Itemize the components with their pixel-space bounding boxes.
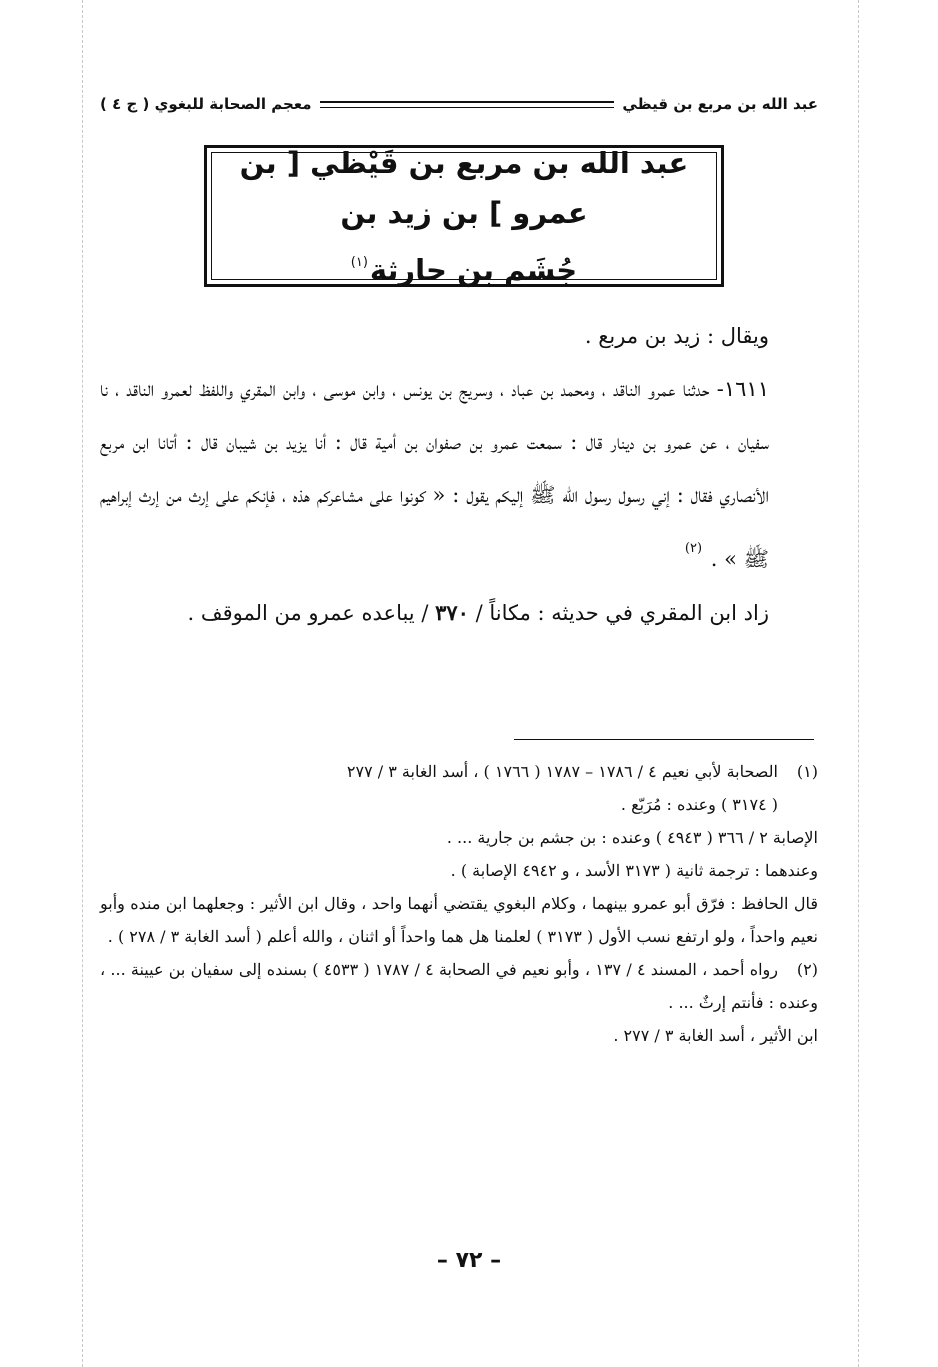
addition-text-a: زاد ابن المقري في حديثه : مكاناً / — [475, 601, 769, 625]
footnotes — [100, 755, 818, 1052]
footnote-2-line-3: ابن الأثير ، أسد الغابة ٣ / ٢٧٧ . — [613, 1026, 818, 1045]
body-paragraph-1: ويقال : زيد بن مربع . — [584, 324, 769, 348]
footnote-1-text-1: الصحابة لأبي نعيم ٤ / ١٧٨٦ – ١٧٨٧ ( ١٧٦٦ ) ، أسد الغابة ٣ / ٢٧٧ — [346, 762, 778, 781]
hadith-text: ١٦١١- حدثنا عمرو الناقد ، ومحمد بن عباد ، وسريج بن يونس ، وابن موسى ، وابن المقري واللفظ لعمرو الناقد ، نا سفيان ، عن عمرو بن دينار قال : سمعت عمرو بن صفوان بن أمية قال : أنا يزيد بن شيبان قال : أتانا ابن مربع الأنصاري فقال : إني رسول رسول الله ﷺ إليكم يقول : « كونوا على مشاعركم هذه ، فإنكم على إرث من إرث إبراهيم ﷺ » . — [100, 377, 769, 571]
title-line-1: عبد الله بن مربع بن قَيْظي [ بن عمرو ] بن زيد بن — [239, 145, 689, 230]
body-text — [100, 310, 805, 640]
footnote-1-line-2: ( ٣١٧٤ ) وعنده : مُرَبّع . — [620, 795, 778, 814]
footnote-2-text: رواه أحمد ، المسند ٤ / ١٣٧ ، وأبو نعيم في الصحابة ٤ / ١٧٨٧ ( ٤٥٣٣ ) بسنده إلى سفيان بن عيينة ... ، وعنده : فأنتم إرثٌ ... . — [100, 960, 818, 1012]
footnote-marker-2: (٢) — [684, 541, 703, 556]
addition-text-b: / يباعده عمرو من الموقف . — [187, 601, 429, 625]
hadith-paragraph — [100, 363, 805, 586]
title-line-2-text: جُشَم بن حارثة — [369, 252, 578, 287]
header-rule — [320, 101, 615, 108]
footnote-1-line-1 — [100, 755, 818, 788]
manuscript-page-ref: ٣٧٠ — [435, 600, 469, 625]
page-number: – ٧٢ – — [436, 1248, 502, 1273]
header-right-title: عبد الله بن مربع بن قيظي — [622, 95, 818, 113]
footnote-1-line-4: وعندهما : ترجمة ثانية ( ٣١٧٣ الأسد ، و ٤٩٤٢ الإصابة ) . — [450, 861, 818, 880]
footnote-marker-1: (١) — [350, 254, 368, 270]
running-header — [100, 92, 818, 116]
footnote-1-paragraph: قال الحافظ : فرّق أبو عمرو بينهما ، وكلام البغوي يقتضي أنهما واحد ، وقال ابن الأثير : وجعلهما ابن منده وأبو نعيم واحداً ، ولو ارتفع نسب الأول ( ٣١٧٣ ) لعلمنا هل هما واحداً أو اثنان ، والله أعلم ( أسد الغابة ٣ / ٢٧٨ ) . — [100, 894, 818, 946]
footnote-separator — [514, 739, 814, 740]
margin-guide — [82, 0, 83, 1367]
footnote-2-paragraph — [100, 953, 818, 1019]
header-left-title: معجم الصحابة للبغوي ( ج ٤ ) — [100, 95, 312, 113]
title-box — [204, 145, 724, 287]
footnote-2-number: (٢) — [796, 960, 819, 979]
footnote-1-number: (١) — [796, 762, 818, 781]
title-inner-frame — [211, 145, 717, 287]
title-line-2 — [351, 238, 577, 295]
margin-guide — [858, 0, 859, 1367]
body-paragraph-3 — [100, 586, 805, 640]
footnote-1-line-3: الإصابة ٢ / ٣٦٦ ( ٤٩٤٣ ) وعنده : بن جشم بن جارية ... . — [446, 828, 818, 847]
